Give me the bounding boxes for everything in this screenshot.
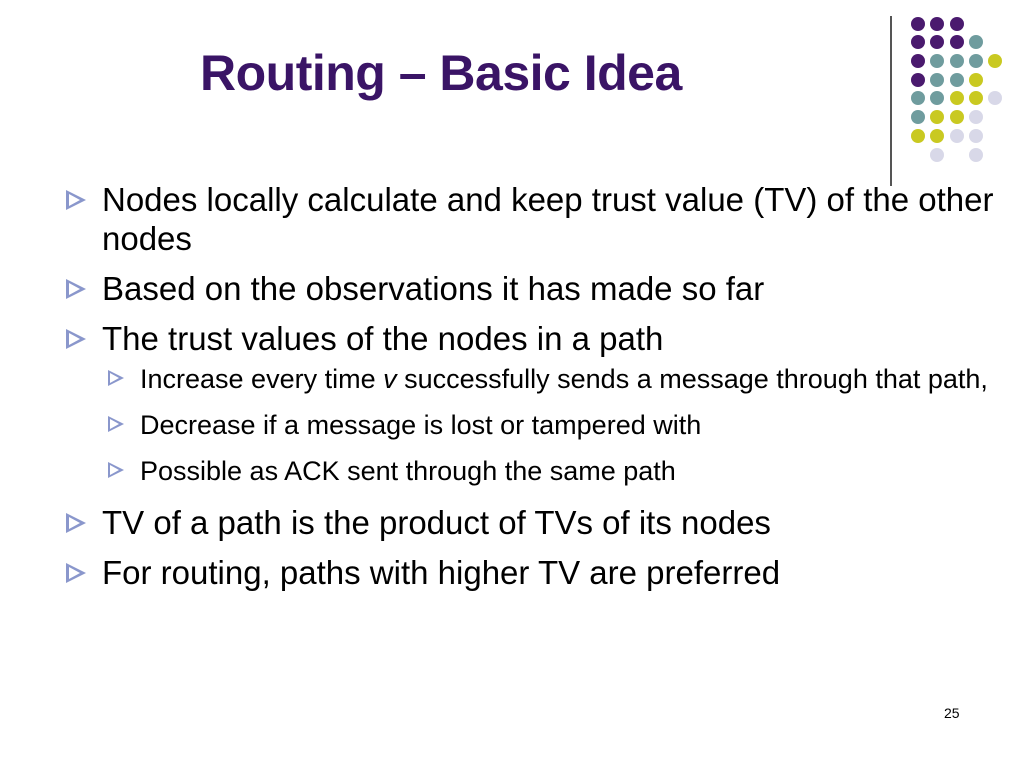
bullet-arrow-icon [66, 329, 86, 349]
bullet-arrow-icon [108, 416, 124, 432]
bullet-arrow-icon [108, 370, 124, 386]
bullet-item [64, 180, 994, 258]
bullet-text: The trust values of the nodes in a path [102, 320, 664, 357]
decorative-dot [950, 35, 964, 49]
sub-bullet-item [64, 454, 994, 489]
bullet-item [64, 553, 994, 592]
bullet-arrow-icon [66, 513, 86, 533]
decorative-dot [911, 17, 925, 31]
bullet-text-after: successfully sends a message through that path, [396, 364, 988, 394]
decorative-dot [950, 73, 964, 87]
slide-title: Routing – Basic Idea [200, 45, 682, 101]
bullet-item [64, 319, 994, 358]
decorative-divider-line [890, 16, 892, 186]
page-number: 25 [944, 705, 960, 721]
decorative-dot [930, 35, 944, 49]
bullet-list [64, 180, 994, 603]
bullet-text: For routing, paths with higher TV are preferred [102, 554, 781, 591]
decorative-dot [930, 54, 944, 68]
decorative-dot [911, 129, 925, 143]
decorative-dot [969, 148, 983, 162]
decorative-dot [950, 91, 964, 105]
decorative-dot [988, 91, 1002, 105]
sub-bullet-item [64, 408, 994, 443]
decorative-dot [969, 35, 983, 49]
decorative-dot [911, 91, 925, 105]
bullet-text: Decrease if a message is lost or tampered with [140, 410, 702, 440]
decorative-dot [969, 73, 983, 87]
decorative-dot [930, 91, 944, 105]
bullet-arrow-icon [66, 563, 86, 583]
decorative-dot [930, 73, 944, 87]
decorative-dot [969, 91, 983, 105]
decorative-dot [911, 73, 925, 87]
bullet-item [64, 503, 994, 542]
decorative-dot [969, 110, 983, 124]
decorative-dot [930, 17, 944, 31]
bullet-text: TV of a path is the product of TVs of its nodes [102, 504, 771, 541]
bullet-text: Possible as ACK sent through the same path [140, 456, 676, 486]
bullet-arrow-icon [108, 462, 124, 478]
decorative-dot [969, 54, 983, 68]
decorative-dot [950, 110, 964, 124]
decorative-dot [950, 54, 964, 68]
bullet-arrow-icon [66, 279, 86, 299]
sub-bullet-item [64, 362, 994, 397]
decorative-dot [930, 129, 944, 143]
bullet-text: Nodes locally calculate and keep trust value (TV) of the other nodes [102, 181, 994, 257]
bullet-text: Based on the observations it has made so far [102, 270, 765, 307]
decorative-dot [911, 110, 925, 124]
decorative-dot [988, 54, 1002, 68]
decorative-dot [930, 110, 944, 124]
bullet-arrow-icon [66, 190, 86, 210]
bullet-text-italic: v [383, 364, 397, 394]
decorative-dot [930, 148, 944, 162]
decorative-dot [911, 35, 925, 49]
bullet-item [64, 269, 994, 308]
bullet-text-before: Increase every time [140, 364, 384, 394]
decorative-dot [911, 54, 925, 68]
decorative-dot [950, 17, 964, 31]
decorative-dot [950, 129, 964, 143]
decorative-dot [969, 129, 983, 143]
